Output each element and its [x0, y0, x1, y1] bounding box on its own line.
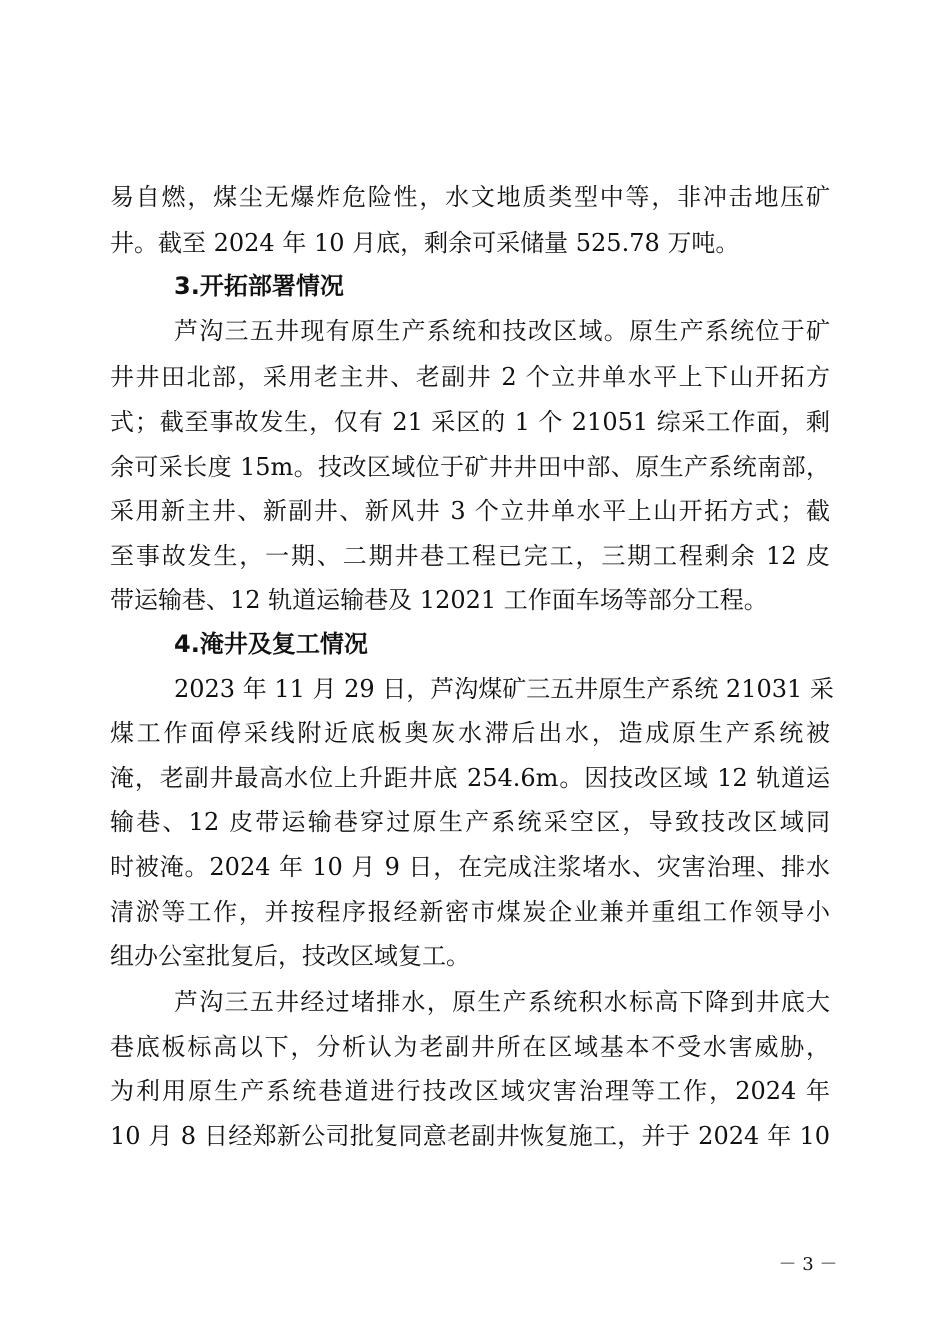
body-text-line: 2023 年 11 月 29 日，芦沟煤矿三五井原生产系统 21031 采: [174, 675, 834, 703]
body-text-line: 为利用原生产系统巷道进行技改区域灾害治理等工作，2024 年: [110, 1077, 830, 1105]
body-text-line: 时被淹。2024 年 10 月 9 日，在完成注浆堵水、灾害治理、排水: [110, 853, 830, 881]
body-text-line: 至事故发生，一期、二期井巷工程已完工，三期工程剩余 12 皮: [110, 542, 830, 570]
body-text-line: 清淤等工作，并按程序报经新密市煤炭企业兼并重组工作领导小: [110, 898, 830, 926]
body-text-line: 芦沟三五井经过堵排水，原生产系统积水标高下降到井底大: [174, 988, 830, 1016]
body-text-line: 10 月 8 日经郑新公司批复同意老副井恢复施工，并于 2024 年 10: [110, 1122, 830, 1150]
body-text-line: 煤工作面停采线附近底板奥灰水滞后出水，造成原生产系统被: [110, 719, 830, 747]
body-text-line: 井。截至 2024 年 10 月底，剩余可采储量 525.78 万吨。: [110, 229, 740, 257]
body-text-line: 采用新主井、新副井、新风井 3 个立井单水平上山开拓方式；截: [110, 497, 830, 525]
body-text-line: 输巷、12 皮带运输巷穿过原生产系统采空区，导致技改区域同: [110, 808, 830, 836]
section-heading: 3.开拓部署情况: [174, 272, 344, 300]
body-text-line: 式；截至事故发生，仅有 21 采区的 1 个 21051 综采工作面，剩: [110, 408, 830, 436]
body-text-line: 带运输巷、12 轨道运输巷及 12021 工作面车场等部分工程。: [110, 586, 768, 614]
body-text-line: 巷底板标高以下，分析认为老副井所在区域基本不受水害威胁，: [110, 1033, 830, 1061]
page-number: － 3 －: [778, 1254, 838, 1275]
body-text-line: 易自燃，煤尘无爆炸危险性，水文地质类型中等，非冲击地压矿: [110, 183, 830, 211]
body-text-line: 组办公室批复后，技改区域复工。: [110, 942, 470, 970]
body-text-line: 余可采长度 15m。技改区域位于矿井井田中部、原生产系统南部，: [110, 453, 830, 481]
body-text-line: 淹，老副井最高水位上升距井底 254.6m。因技改区域 12 轨道运: [110, 764, 830, 792]
section-heading: 4.淹井及复工情况: [174, 630, 368, 658]
body-text-line: 芦沟三五井现有原生产系统和技改区域。原生产系统位于矿: [174, 317, 830, 345]
body-text-line: 井井田北部，采用老主井、老副井 2 个立井单水平上下山开拓方: [110, 363, 830, 391]
